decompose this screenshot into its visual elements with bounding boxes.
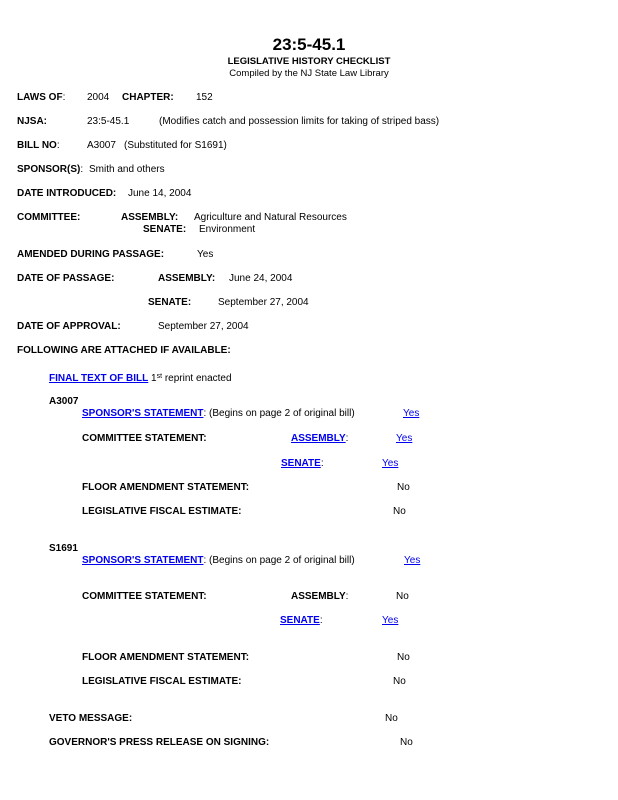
sponsors-value: Smith and others xyxy=(89,164,165,175)
committee-assembly-label: ASSEMBLY: xyxy=(121,212,179,223)
passage-senate-value: September 27, 2004 xyxy=(218,297,309,308)
final-text-ordinal-suffix: st xyxy=(156,373,163,380)
final-text-link[interactable]: FINAL TEXT OF BILL xyxy=(49,373,149,384)
bill-no-label: BILL NO xyxy=(17,140,57,151)
a3007-assembly-row: ASSEMBLY: xyxy=(291,433,349,444)
laws-of-year: 2004 xyxy=(87,92,110,103)
s1691-floor-label: FLOOR AMENDMENT STATEMENT: xyxy=(82,652,250,663)
laws-of-label: LAWS OF xyxy=(17,92,63,103)
date-of-passage-label: DATE OF PASSAGE: xyxy=(17,273,115,284)
a3007-floor-value: No xyxy=(397,482,410,493)
bill-no-row: BILL NO: xyxy=(17,140,60,151)
passage-assembly-label: ASSEMBLY: xyxy=(158,273,216,284)
s1691-assembly-row: ASSEMBLY: xyxy=(291,591,349,602)
veto-label: VETO MESSAGE: xyxy=(49,713,133,724)
committee-label: COMMITTEE: xyxy=(17,212,81,223)
chapter-label: CHAPTER: xyxy=(122,92,174,103)
committee-senate-label: SENATE: xyxy=(143,224,187,235)
a3007-heading: A3007 xyxy=(49,396,79,407)
s1691-committee-label: COMMITTEE STATEMENT: xyxy=(82,591,207,602)
a3007-sponsor-yes-link[interactable]: Yes xyxy=(403,408,420,419)
a3007-assembly-link[interactable]: ASSEMBLY xyxy=(291,433,346,444)
a3007-senate-yes-link[interactable]: Yes xyxy=(382,458,399,469)
a3007-fiscal-label: LEGISLATIVE FISCAL ESTIMATE: xyxy=(82,506,242,517)
s1691-sponsor-row xyxy=(82,556,355,566)
a3007-fiscal-value: No xyxy=(393,506,406,517)
final-text-ordinal: 1 xyxy=(151,373,157,384)
committee-senate-value: Environment xyxy=(199,224,256,235)
njsa-value: 23:5-45.1 xyxy=(87,116,130,127)
s1691-fiscal-value: No xyxy=(393,676,406,687)
date-introduced-label: DATE INTRODUCED: xyxy=(17,188,117,199)
njsa-description: (Modifies catch and possession limits for taking of striped bass) xyxy=(159,116,440,127)
s1691-assembly-label: ASSEMBLY xyxy=(291,591,346,602)
veto-value: No xyxy=(385,713,398,724)
chapter-value: 152 xyxy=(196,92,213,103)
s1691-sponsor-statement-link[interactable]: SPONSOR'S STATEMENT xyxy=(82,555,204,566)
date-of-approval-label: DATE OF APPROVAL: xyxy=(17,321,121,332)
date-of-approval-value: September 27, 2004 xyxy=(158,321,249,332)
attached-heading: FOLLOWING ARE ATTACHED IF AVAILABLE: xyxy=(17,345,231,356)
a3007-committee-label: COMMITTEE STATEMENT: xyxy=(82,433,207,444)
s1691-sponsor-note: : (Begins on page 2 of original bill) xyxy=(203,555,355,566)
sponsors-row: SPONSOR(S): xyxy=(17,164,84,175)
committee-assembly-value: Agriculture and Natural Resources xyxy=(194,212,347,223)
s1691-senate-link[interactable]: SENATE xyxy=(280,615,320,626)
s1691-assembly-value: No xyxy=(396,591,409,602)
a3007-sponsor-note: : (Begins on page 2 of original bill) xyxy=(203,408,355,419)
page-title: 23:5-45.1 xyxy=(272,35,346,54)
compiled-by: Compiled by the NJ State Law Library xyxy=(229,68,389,79)
laws-of-row: LAWS OF: xyxy=(17,92,66,103)
njsa-label: NJSA: xyxy=(17,116,48,127)
press-release-value: No xyxy=(400,737,413,748)
passage-assembly-value: June 24, 2004 xyxy=(229,273,293,284)
s1691-floor-value: No xyxy=(397,652,410,663)
press-release-label: GOVERNOR'S PRESS RELEASE ON SIGNING: xyxy=(49,737,270,748)
s1691-senate-row: SENATE: xyxy=(280,615,323,626)
sponsors-label: SPONSOR(S) xyxy=(17,164,81,175)
s1691-fiscal-label: LEGISLATIVE FISCAL ESTIMATE: xyxy=(82,676,242,687)
a3007-floor-label: FLOOR AMENDMENT STATEMENT: xyxy=(82,482,250,493)
amended-label: AMENDED DURING PASSAGE: xyxy=(17,249,165,260)
a3007-sponsor-row xyxy=(82,409,355,419)
final-text-rest: reprint enacted xyxy=(162,373,232,384)
bill-substituted: (Substituted for S1691) xyxy=(124,140,227,151)
s1691-sponsor-yes-link[interactable]: Yes xyxy=(404,555,421,566)
a3007-sponsor-statement-link[interactable]: SPONSOR'S STATEMENT xyxy=(82,408,204,419)
checklist-subtitle: LEGISLATIVE HISTORY CHECKLIST xyxy=(227,56,391,67)
a3007-senate-row: SENATE: xyxy=(281,458,324,469)
passage-senate-label: SENATE: xyxy=(148,297,192,308)
a3007-senate-link[interactable]: SENATE xyxy=(281,458,321,469)
s1691-senate-yes-link[interactable]: Yes xyxy=(382,615,399,626)
amended-value: Yes xyxy=(197,249,214,260)
a3007-assembly-yes-link[interactable]: Yes xyxy=(396,433,413,444)
bill-no-value: A3007 xyxy=(87,140,116,151)
final-text-row xyxy=(49,374,232,384)
date-introduced-value: June 14, 2004 xyxy=(128,188,192,199)
s1691-heading: S1691 xyxy=(49,543,78,554)
